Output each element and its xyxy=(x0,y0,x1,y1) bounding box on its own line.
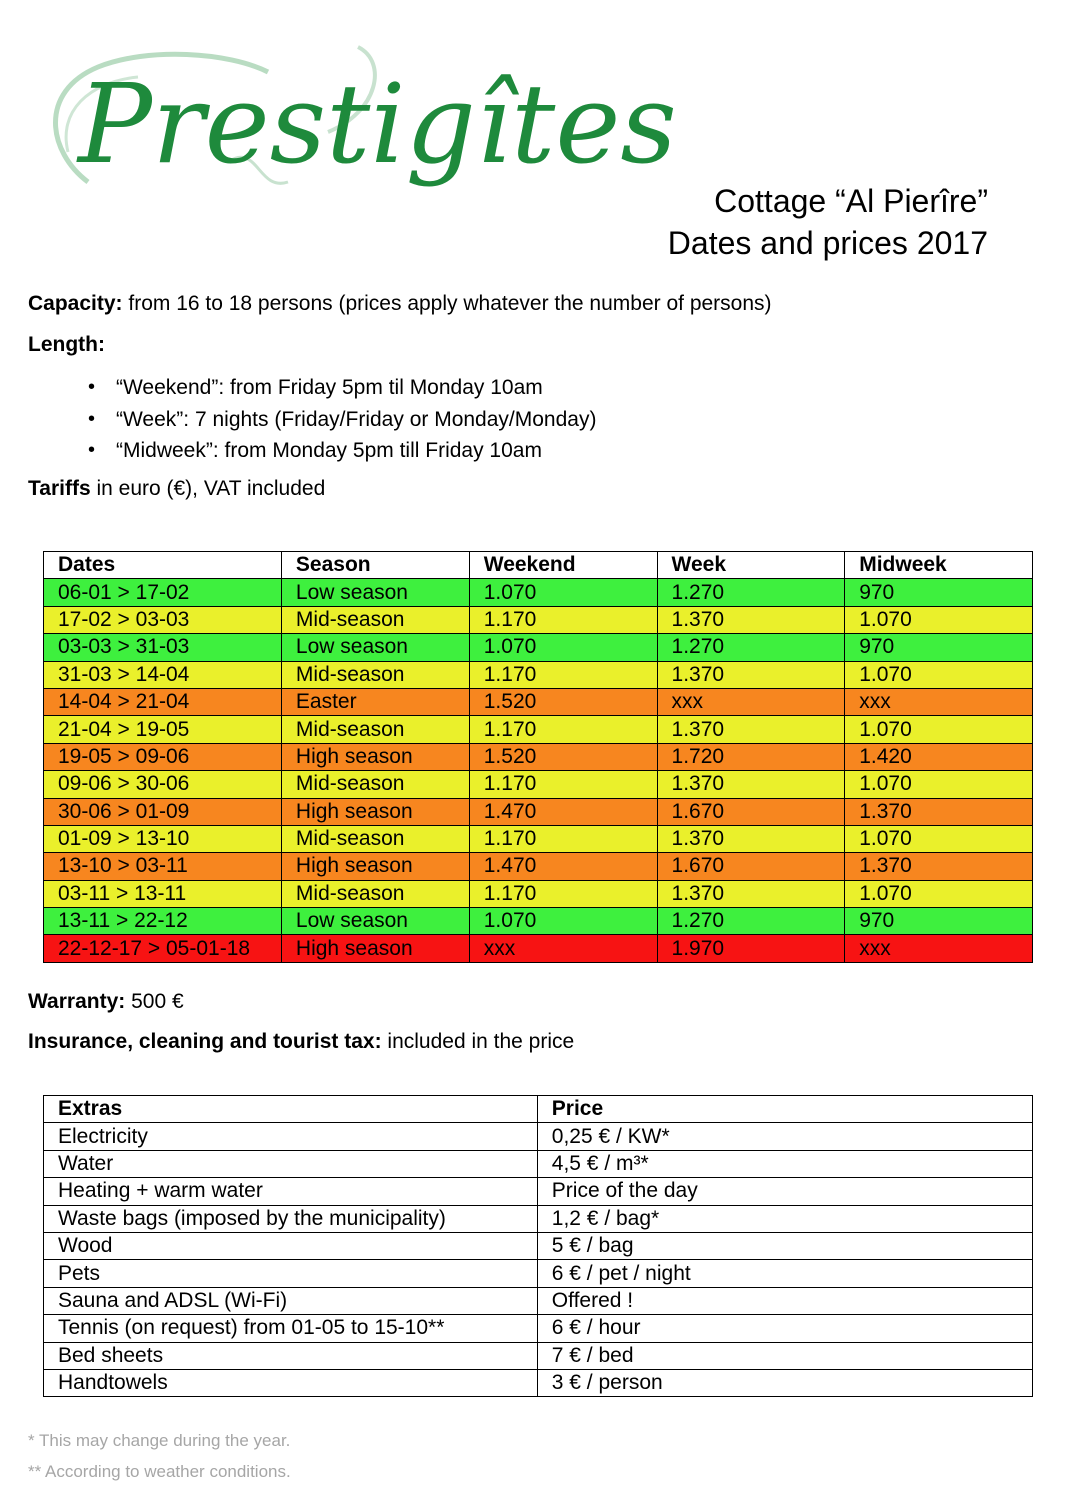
cell-dates: 13-11 > 22-12 xyxy=(44,908,282,935)
cell-week: 1.670 xyxy=(657,798,845,825)
insurance-line xyxy=(28,1030,574,1054)
table-row xyxy=(44,1369,1033,1396)
cell-weekend: xxx xyxy=(469,935,657,962)
cell-season: Mid-season xyxy=(281,771,469,798)
cell-price: 6 € / hour xyxy=(537,1315,1032,1342)
title-line-2: Dates and prices 2017 xyxy=(667,225,988,261)
capacity-line xyxy=(28,292,772,316)
table-row xyxy=(44,1150,1033,1177)
cell-weekend: 1.520 xyxy=(469,743,657,770)
cell-price: 3 € / person xyxy=(537,1369,1032,1396)
cell-weekend: 1.170 xyxy=(469,771,657,798)
cell-midweek: 1.070 xyxy=(845,825,1033,852)
table-row xyxy=(44,634,1033,661)
cell-week: 1.970 xyxy=(657,935,845,962)
cell-week: 1.270 xyxy=(657,908,845,935)
header-week: Week xyxy=(657,552,845,579)
cell-price: 7 € / bed xyxy=(537,1342,1032,1369)
cell-extra: Tennis (on request) from 01-05 to 15-10** xyxy=(44,1315,538,1342)
table-row xyxy=(44,688,1033,715)
bullet-midweek: • “Midweek”: from Monday 5pm till Friday 10am xyxy=(88,435,596,467)
cell-week: 1.670 xyxy=(657,853,845,880)
cell-price: Price of the day xyxy=(537,1178,1032,1205)
cell-season: Mid-season xyxy=(281,825,469,852)
cell-price: 6 € / pet / night xyxy=(537,1260,1032,1287)
cell-price: 5 € / bag xyxy=(537,1232,1032,1259)
cell-week: 1.270 xyxy=(657,579,845,606)
capacity-text: from 16 to 18 persons (prices apply whatever the number of persons) xyxy=(122,292,772,315)
warranty-line xyxy=(28,990,184,1014)
cell-season: Mid-season xyxy=(281,716,469,743)
cell-midweek: 1.370 xyxy=(845,798,1033,825)
warranty-label: Warranty: xyxy=(28,990,126,1013)
footnote-2: ** According to weather conditions. xyxy=(28,1462,291,1481)
cell-week: 1.370 xyxy=(657,825,845,852)
table-row xyxy=(44,771,1033,798)
cell-weekend: 1.170 xyxy=(469,880,657,907)
table-row xyxy=(44,1260,1033,1287)
prestigites-logo xyxy=(28,32,677,222)
cell-weekend: 1.070 xyxy=(469,908,657,935)
cell-midweek: 970 xyxy=(845,908,1033,935)
cell-season: High season xyxy=(281,743,469,770)
tariffs-line xyxy=(28,477,325,501)
cell-price: 0,25 € / KW* xyxy=(537,1123,1032,1150)
table-row xyxy=(44,1205,1033,1232)
table-row xyxy=(44,743,1033,770)
cell-season: Mid-season xyxy=(281,661,469,688)
cell-dates: 14-04 > 21-04 xyxy=(44,688,282,715)
length-line xyxy=(28,333,105,357)
cell-season: Mid-season xyxy=(281,880,469,907)
cell-extra: Waste bags (imposed by the municipality) xyxy=(44,1205,538,1232)
cell-week: 1.370 xyxy=(657,880,845,907)
logo-text: Prestigîtes xyxy=(78,60,677,188)
cell-midweek: 970 xyxy=(845,634,1033,661)
table-row xyxy=(44,1123,1033,1150)
cell-midweek: 1.070 xyxy=(845,880,1033,907)
cell-season: Low season xyxy=(281,634,469,661)
cell-weekend: 1.470 xyxy=(469,798,657,825)
cell-season: Low season xyxy=(281,579,469,606)
table-row xyxy=(44,1232,1033,1259)
cell-midweek: xxx xyxy=(845,935,1033,962)
table-row xyxy=(44,606,1033,633)
capacity-label: Capacity: xyxy=(28,292,123,315)
table-row xyxy=(44,825,1033,852)
insurance-label: Insurance, cleaning and tourist tax: xyxy=(28,1030,382,1053)
table-row xyxy=(44,1342,1033,1369)
cell-weekend: 1.070 xyxy=(469,634,657,661)
tariffs-text: in euro (€), VAT included xyxy=(90,477,326,500)
table-row xyxy=(44,1287,1033,1314)
cell-extra: Handtowels xyxy=(44,1369,538,1396)
table-row xyxy=(44,1315,1033,1342)
cell-extra: Electricity xyxy=(44,1123,538,1150)
cell-week: 1.370 xyxy=(657,716,845,743)
cell-weekend: 1.170 xyxy=(469,716,657,743)
cell-dates: 17-02 > 03-03 xyxy=(44,606,282,633)
bullet-week: • “Week”: 7 nights (Friday/Friday or Monday/Monday) xyxy=(88,404,596,436)
cell-week: 1.370 xyxy=(657,771,845,798)
header-season: Season xyxy=(281,552,469,579)
cell-price: 4,5 € / m³* xyxy=(537,1150,1032,1177)
cell-extra: Heating + warm water xyxy=(44,1178,538,1205)
cell-weekend: 1.470 xyxy=(469,853,657,880)
tariffs-label: Tariffs xyxy=(28,477,91,500)
cell-midweek: 1.070 xyxy=(845,606,1033,633)
cell-price: 1,2 € / bag* xyxy=(537,1205,1032,1232)
cell-season: High season xyxy=(281,853,469,880)
cell-dates: 01-09 > 13-10 xyxy=(44,825,282,852)
cell-dates: 06-01 > 17-02 xyxy=(44,579,282,606)
cell-midweek: 1.070 xyxy=(845,716,1033,743)
cell-season: Easter xyxy=(281,688,469,715)
header-price: Price xyxy=(537,1096,1032,1123)
cell-extra: Bed sheets xyxy=(44,1342,538,1369)
cell-week: xxx xyxy=(657,688,845,715)
table-row xyxy=(44,880,1033,907)
prices-header-row xyxy=(44,552,1033,579)
warranty-text: 500 € xyxy=(125,990,184,1013)
cell-extra: Pets xyxy=(44,1260,538,1287)
header-weekend: Weekend xyxy=(469,552,657,579)
table-row xyxy=(44,661,1033,688)
cell-extra: Wood xyxy=(44,1232,538,1259)
footnote-1: * This may change during the year. xyxy=(28,1431,291,1450)
cell-weekend: 1.170 xyxy=(469,606,657,633)
cell-dates: 03-03 > 31-03 xyxy=(44,634,282,661)
cell-season: Low season xyxy=(281,908,469,935)
table-row xyxy=(44,579,1033,606)
cell-weekend: 1.170 xyxy=(469,825,657,852)
cell-midweek: 970 xyxy=(845,579,1033,606)
header-dates: Dates xyxy=(44,552,282,579)
cell-week: 1.370 xyxy=(657,606,845,633)
cell-dates: 31-03 > 14-04 xyxy=(44,661,282,688)
cell-midweek: 1.420 xyxy=(845,743,1033,770)
cell-weekend: 1.070 xyxy=(469,579,657,606)
cell-dates: 19-05 > 09-06 xyxy=(44,743,282,770)
extras-header-row xyxy=(44,1096,1033,1123)
prices-table xyxy=(43,551,1033,963)
length-bullet-list xyxy=(88,372,596,467)
cell-midweek: xxx xyxy=(845,688,1033,715)
cell-extra: Sauna and ADSL (Wi-Fi) xyxy=(44,1287,538,1314)
cell-season: High season xyxy=(281,935,469,962)
table-row xyxy=(44,853,1033,880)
table-row xyxy=(44,798,1033,825)
table-row xyxy=(44,716,1033,743)
table-row xyxy=(44,908,1033,935)
cell-week: 1.720 xyxy=(657,743,845,770)
cell-midweek: 1.070 xyxy=(845,771,1033,798)
cell-dates: 09-06 > 30-06 xyxy=(44,771,282,798)
header-extras: Extras xyxy=(44,1096,538,1123)
cell-price: Offered ! xyxy=(537,1287,1032,1314)
cell-season: Mid-season xyxy=(281,606,469,633)
cell-midweek: 1.370 xyxy=(845,853,1033,880)
insurance-text: included in the price xyxy=(381,1030,575,1053)
title-line-1: Cottage “Al Pierîre” xyxy=(714,183,988,219)
cell-dates: 21-04 > 19-05 xyxy=(44,716,282,743)
length-label: Length: xyxy=(28,333,105,356)
cell-dates: 22-12-17 > 05-01-18 xyxy=(44,935,282,962)
cell-weekend: 1.520 xyxy=(469,688,657,715)
cell-dates: 03-11 > 13-11 xyxy=(44,880,282,907)
cell-week: 1.370 xyxy=(657,661,845,688)
bullet-weekend: • “Weekend”: from Friday 5pm til Monday 10am xyxy=(88,372,596,404)
header-midweek: Midweek xyxy=(845,552,1033,579)
table-row xyxy=(44,935,1033,962)
cell-season: High season xyxy=(281,798,469,825)
cell-week: 1.270 xyxy=(657,634,845,661)
table-row xyxy=(44,1178,1033,1205)
cell-dates: 13-10 > 03-11 xyxy=(44,853,282,880)
cell-extra: Water xyxy=(44,1150,538,1177)
cell-weekend: 1.170 xyxy=(469,661,657,688)
cell-midweek: 1.070 xyxy=(845,661,1033,688)
cell-dates: 30-06 > 01-09 xyxy=(44,798,282,825)
extras-table xyxy=(43,1095,1033,1397)
document-title xyxy=(668,180,988,264)
